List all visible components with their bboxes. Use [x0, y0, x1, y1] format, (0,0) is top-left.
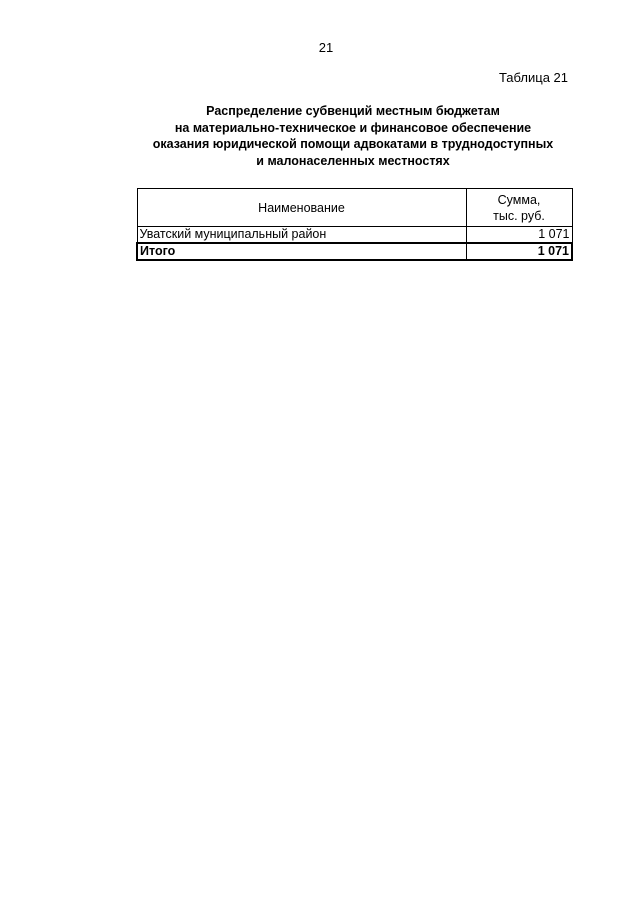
title-line-3: оказания юридической помощи адвокатами в труднодоступных	[152, 137, 554, 151]
table-row	[137, 227, 572, 244]
title-line-1: Распределение субвенций местным бюджетам	[206, 104, 500, 118]
total-sum: 1 071	[466, 243, 572, 260]
header-sum-line-1: Сумма,	[497, 192, 541, 207]
document-title	[0, 103, 640, 169]
title-line-4: и малонаселенных местностях	[256, 153, 450, 168]
table-total-row	[137, 243, 572, 260]
header-sum	[466, 189, 572, 227]
header-sum-line-2: тыс. руб.	[493, 208, 545, 223]
header-name: Наименование	[137, 189, 466, 227]
row-name: Уватский муниципальный район	[137, 227, 466, 244]
subvention-table	[136, 188, 573, 261]
total-name: Итого	[137, 243, 466, 260]
title-line-2: на материально-техническое и финансовое обеспечение	[174, 120, 532, 135]
page-number: 21	[318, 40, 334, 55]
table-header-row	[137, 189, 572, 227]
table-label: Таблица 21	[498, 70, 568, 85]
row-sum: 1 071	[466, 227, 572, 244]
